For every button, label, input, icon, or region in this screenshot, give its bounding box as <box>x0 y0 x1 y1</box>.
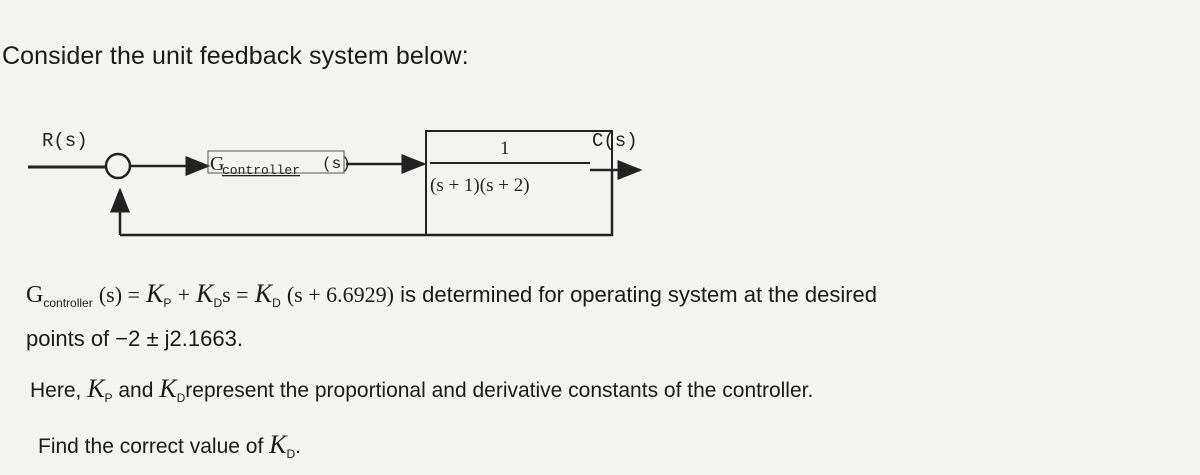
eq-kd2-sub: D <box>272 296 281 310</box>
feedback-path <box>120 170 612 235</box>
eq-tail: is determined for operating system at the desired <box>400 282 878 307</box>
eq-kd-sub: D <box>213 296 223 310</box>
here-and: and <box>112 379 160 402</box>
find-k-sub: D <box>286 447 296 461</box>
here-kp-sub: P <box>104 391 113 405</box>
find-k: K <box>269 430 287 459</box>
eq-arg: (s) = <box>98 282 140 307</box>
eq-s: s = <box>222 282 249 307</box>
plant-denominator: (s + 1)(s + 2) <box>430 175 530 196</box>
eq-kd: K <box>196 279 214 308</box>
eq-factor: (s + 6.6929) <box>286 282 394 307</box>
summing-junction <box>106 154 130 178</box>
here-prefix: Here, <box>30 379 88 402</box>
controller-arg: (s) <box>322 155 351 173</box>
find-text: Find the correct value of <box>38 435 270 458</box>
here-rest: represent the proportional and derivative constants of the controller. <box>185 379 814 402</box>
here-paragraph <box>30 374 813 405</box>
eq-G-sub: controller <box>43 296 93 310</box>
eq-kp: K <box>146 279 164 308</box>
controller-G: G <box>210 153 225 175</box>
find-end: . <box>295 435 301 458</box>
controller-sub: controller <box>222 163 301 178</box>
intro-text: Consider the unit feedback system below: <box>2 42 469 70</box>
find-paragraph <box>38 430 301 461</box>
eq-line2: points of −2 ± j2.1663. <box>26 326 243 351</box>
output-label: C(s) <box>592 130 638 152</box>
input-label: R(s) <box>42 130 88 152</box>
here-kd-sub: D <box>176 391 186 405</box>
here-kd: K <box>159 374 177 403</box>
eq-plus: + <box>177 282 190 307</box>
here-kp: K <box>87 374 105 403</box>
eq-kp-sub: P <box>163 296 172 310</box>
equation-paragraph <box>26 276 877 357</box>
plant-numerator: 1 <box>500 138 510 159</box>
eq-kd2: K <box>254 279 273 308</box>
eq-G: G <box>26 282 44 308</box>
